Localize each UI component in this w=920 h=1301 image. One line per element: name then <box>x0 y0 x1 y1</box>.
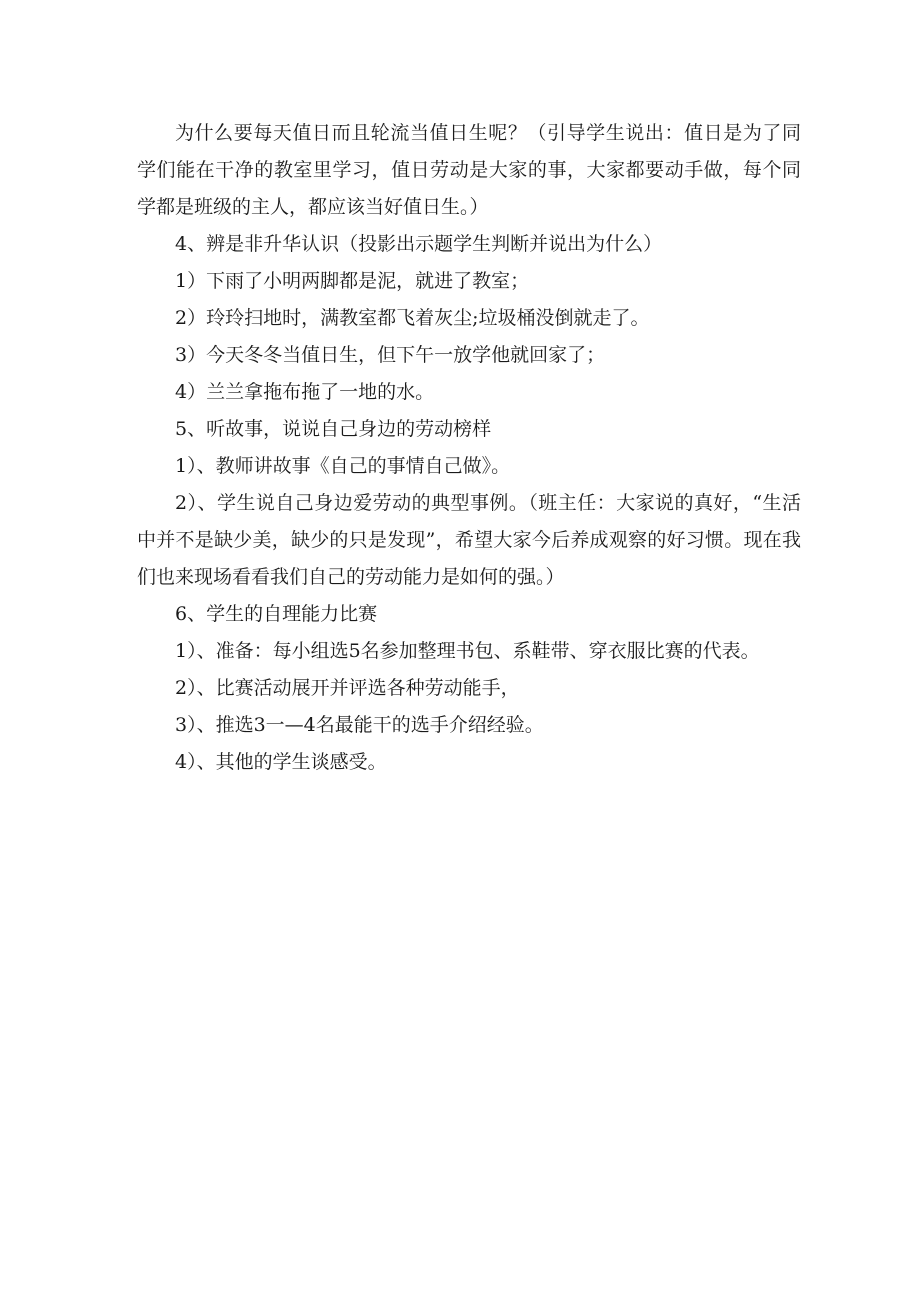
paragraph-item-4-1: 1）下雨了小明两脚都是泥，就进了教室； <box>175 270 530 292</box>
paragraph-section-6-heading: 6、学生的自理能力比赛 <box>175 603 378 625</box>
paragraph-item-6-4: 4）、其他的学生谈感受。 <box>175 751 387 773</box>
paragraph-duty-reason: 为什么要每天值日而且轮流当值日生呢？（引导学生说出：值日是为了同学们能在干净的教室里学习，值日劳动是大家的事，大家都要动手做，每个同学都是班级的主人，都应该当好值日生。） <box>137 122 801 218</box>
paragraph-item-5-1: 1）、教师讲故事《自己的事情自己做》。 <box>175 455 511 477</box>
paragraph-item-6-3: 3）、推选3一—4名最能干的选手介绍经验。 <box>175 714 544 736</box>
paragraph-item-5-2: 2）、学生说自己身边爱劳动的典型事例。（班主任：大家说的真好，“生活中并不是缺少美，缺少的只是发现”，希望大家今后养成观察的好习惯。现在我们也来现场看看我们自己的劳动能力是如何的强。） <box>137 492 801 588</box>
paragraph-item-4-4: 4）兰兰拿拖布拖了一地的水。 <box>175 381 435 403</box>
paragraph-section-4-heading: 4、辨是非升华认识（投影出示题学生判断并说出为什么） <box>175 233 663 255</box>
document-body <box>137 115 801 781</box>
paragraph-item-6-1: 1）、准备：每小组选5名参加整理书包、系鞋带、穿衣服比赛的代表。 <box>175 640 760 662</box>
paragraph-section-5-heading: 5、听故事，说说自己身边的劳动榜样 <box>175 418 492 440</box>
paragraph-item-4-3: 3）今天冬冬当值日生，但下午一放学他就回家了； <box>175 344 606 366</box>
paragraph-item-4-2: 2）玲玲扫地时，满教室都飞着灰尘;垃圾桶没倒就走了。 <box>175 307 650 329</box>
paragraph-item-6-2: 2）、比赛活动展开并评选各种劳动能手， <box>175 677 520 699</box>
